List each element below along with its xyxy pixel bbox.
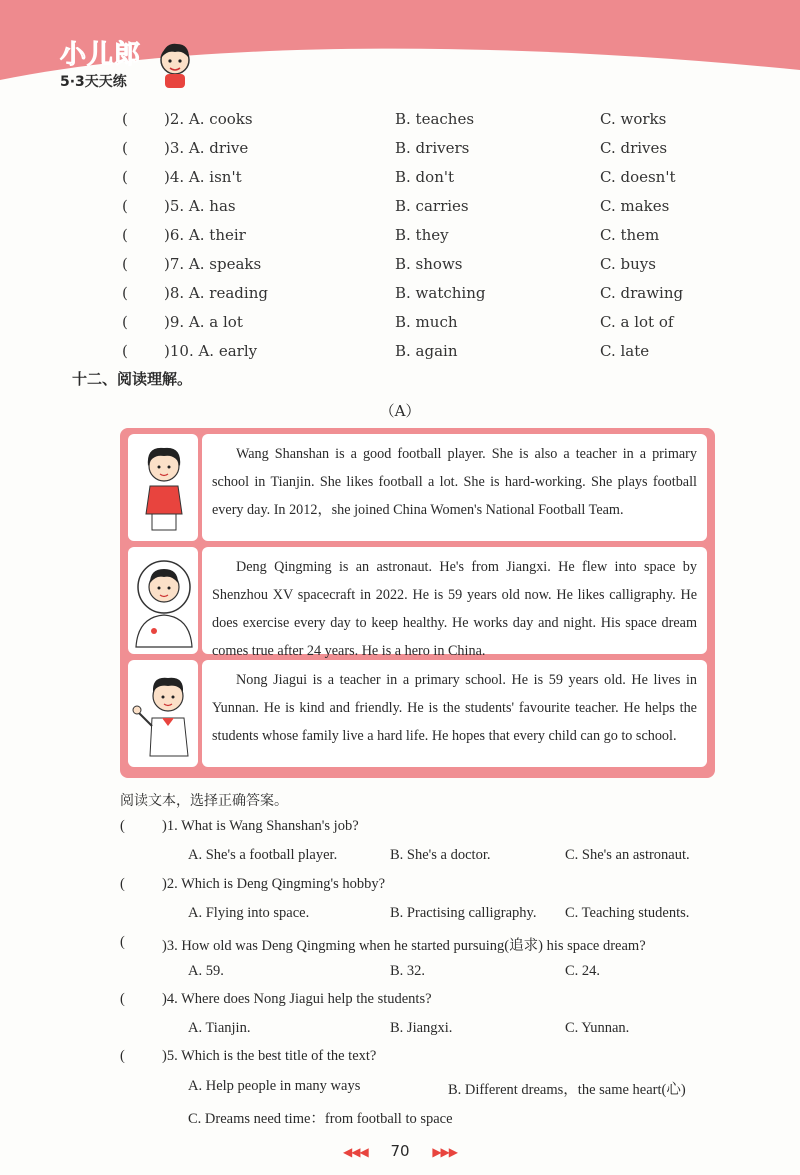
astronaut-icon	[128, 547, 198, 654]
option-a[interactable]: )7. A. speaks	[164, 255, 262, 273]
option-a[interactable]: A. Help people in many ways	[188, 1078, 361, 1094]
instruction: 阅读文本，选择正确答案。	[120, 793, 288, 809]
option-b[interactable]: B. shows	[395, 255, 463, 273]
answer-blank[interactable]: (	[122, 284, 128, 302]
option-a[interactable]: )2. A. cooks	[164, 110, 253, 128]
option-a[interactable]: )6. A. their	[164, 226, 246, 244]
logo-subtitle: 5·3天天练	[60, 74, 127, 90]
answer-blank[interactable]: (	[122, 342, 128, 360]
passage-text	[202, 547, 707, 659]
option-b[interactable]: B. Practising calligraphy.	[390, 905, 537, 921]
section-title: 十二、阅读理解。	[72, 370, 193, 388]
question-text: )4. Where does Nong Jiagui help the students?	[162, 991, 432, 1007]
option-a[interactable]: )10. A. early	[164, 342, 258, 360]
option-c[interactable]: C. drives	[600, 139, 668, 157]
option-c[interactable]: C. doesn't	[600, 168, 676, 186]
option-c[interactable]: C. 24.	[565, 963, 601, 979]
option-row	[0, 255, 800, 283]
option-row	[0, 226, 800, 254]
option-a[interactable]: A. Flying into space.	[188, 905, 310, 921]
passage-text	[202, 660, 707, 767]
answer-blank[interactable]: (	[122, 226, 128, 244]
question-text: )2. Which is Deng Qingming's hobby?	[162, 876, 386, 892]
option-a[interactable]: )8. A. reading	[164, 284, 268, 302]
answer-blank[interactable]: (	[120, 1048, 125, 1064]
logo	[60, 34, 141, 91]
page-footer	[0, 1142, 800, 1160]
option-b[interactable]: B. drivers	[395, 139, 470, 157]
passage-panel	[128, 660, 707, 767]
option-c[interactable]: C. Yunnan.	[565, 1020, 630, 1036]
option-c[interactable]: C. drawing	[600, 284, 684, 302]
option-row	[0, 313, 800, 341]
option-b[interactable]: B. 32.	[390, 963, 426, 979]
option-b[interactable]: B. Jiangxi.	[390, 1020, 453, 1036]
teacher-icon	[128, 660, 198, 767]
option-c[interactable]: C. late	[600, 342, 650, 360]
option-b[interactable]: B. don't	[395, 168, 455, 186]
passage-text	[202, 434, 707, 541]
logo-title: 小儿郎	[60, 40, 142, 70]
option-b[interactable]: B. teaches	[395, 110, 475, 128]
option-c[interactable]: C. Dreams need time：from football to space	[188, 1111, 453, 1127]
section-subtitle: （A）	[379, 402, 421, 420]
answer-blank[interactable]: (	[120, 876, 125, 892]
option-row	[0, 168, 800, 196]
question-text: )3. How old was Deng Qingming when he started pursuing(追求) his space dream?	[162, 938, 646, 954]
option-a[interactable]: )3. A. drive	[164, 139, 249, 157]
option-a[interactable]: )5. A. has	[164, 197, 236, 215]
answer-blank[interactable]: (	[122, 255, 128, 273]
astronaut-picture	[128, 547, 198, 654]
option-row	[0, 139, 800, 167]
option-b[interactable]: B. carries	[395, 197, 469, 215]
question-text: )1. What is Wang Shanshan's job?	[162, 818, 359, 834]
option-c[interactable]: C. a lot of	[600, 313, 674, 331]
option-b[interactable]: B. much	[395, 313, 458, 331]
option-a[interactable]: )4. A. isn't	[164, 168, 242, 186]
option-b[interactable]: B. they	[395, 226, 449, 244]
option-c[interactable]: C. makes	[600, 197, 670, 215]
woman-player-picture	[128, 434, 198, 541]
option-a[interactable]: A. Tianjin.	[188, 1020, 251, 1036]
girl-icon	[128, 434, 198, 541]
option-row	[0, 110, 800, 138]
option-b[interactable]: B. She's a doctor.	[390, 847, 491, 863]
left-arrows-icon: ◀◀◀	[342, 1145, 368, 1159]
option-a[interactable]: A. 59.	[188, 963, 224, 979]
answer-blank[interactable]: (	[120, 991, 125, 1007]
answer-blank[interactable]: (	[122, 139, 128, 157]
passage-wang-shanshan: Wang Shanshan is a good football player. She is also a teacher in a primary school in Tianjin. She likes football a lot. She is hard-working. She plays football every day. In 2012，she joined China Women's National Football Team.	[212, 446, 697, 518]
option-row	[0, 284, 800, 312]
page-number: 70	[390, 1142, 410, 1160]
reading-box	[120, 428, 715, 778]
answer-blank[interactable]: (	[122, 197, 128, 215]
passage-panel	[128, 547, 707, 659]
mascot-boy-icon	[155, 40, 195, 90]
right-arrows-icon: ▶▶▶	[432, 1145, 458, 1159]
answer-blank[interactable]: (	[122, 110, 128, 128]
passage-panel	[128, 434, 707, 541]
option-row	[0, 197, 800, 225]
option-c[interactable]: C. them	[600, 226, 660, 244]
question-text: )5. Which is the best title of the text?	[162, 1048, 377, 1064]
option-a[interactable]: )9. A. a lot	[164, 313, 243, 331]
option-c[interactable]: C. works	[600, 110, 667, 128]
option-b[interactable]: B. watching	[395, 284, 486, 302]
option-c[interactable]: C. buys	[600, 255, 656, 273]
teacher-picture	[128, 660, 198, 767]
answer-blank[interactable]: (	[120, 818, 125, 834]
option-c[interactable]: C. She's an astronaut.	[565, 847, 690, 863]
passage-nong-jiagui: Nong Jiagui is a teacher in a primary school. He is 59 years old. He lives in Yunnan. He is kind and friendly. He is the students' favourite teacher. He helps the students whose family live a hard life. He hopes that every child can go to school.	[212, 672, 697, 744]
option-row	[0, 342, 800, 370]
answer-blank[interactable]: (	[122, 168, 128, 186]
option-b[interactable]: B. again	[395, 342, 458, 360]
option-b[interactable]: B. Different dreams，the same heart(心)	[448, 1082, 686, 1098]
option-c[interactable]: C. Teaching students.	[565, 905, 690, 921]
answer-blank[interactable]: (	[120, 934, 125, 950]
passage-deng-qingming: Deng Qingming is an astronaut. He's from Jiangxi. He flew into space by Shenzhou XV spacecraft in 2022. He is 59 years old now. He likes calligraphy. He does exercise every day to keep healthy. He works day and night. His space dream comes true after 24 years. He is a hero in China.	[212, 559, 697, 659]
answer-blank[interactable]: (	[122, 313, 128, 331]
option-a[interactable]: A. She's a football player.	[188, 847, 338, 863]
